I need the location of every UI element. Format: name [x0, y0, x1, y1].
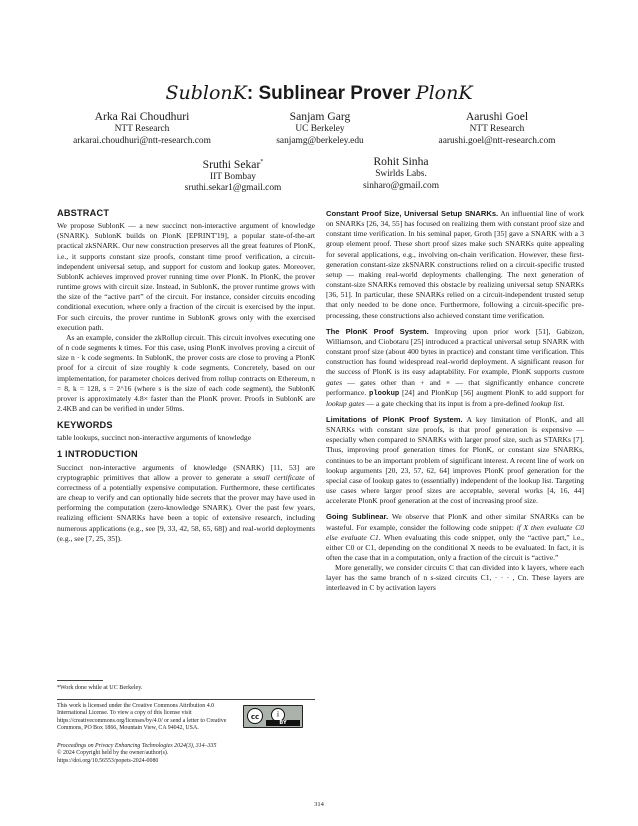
author-affiliation: UC Berkeley	[295, 124, 345, 134]
author-block	[153, 155, 313, 195]
abstract-paragraph: We propose SublonK — a new succinct non-interactive argument of knowledge (SNARK). SublonK builds on PlonK [EPRINT'19], a popular state-of-the-art practical zkSNARK. Our new construction preserves all the great features of PlonK, i.e., it supports constant size proofs, constant time proof verification, a circuit-independent universal setup, and support for custom and lookup gates. Moreover, SublonK achieves improved prover running time over PlonK. In PlonK, the prover runtime grows with circuit size. Instead, in SublonK, the prover runtime grows with the size of the “active part” of the circuit. For instance, consider circuits encoding conditional execution, where only a fraction of the circuit is exercised by the input. For such circuits, the prover runtime in SublonK grows only with the exercised execution path.	[57, 221, 315, 332]
author-block	[57, 110, 227, 147]
author-affiliation: IIT Bombay	[210, 171, 256, 182]
paragraph-going-sublinear: Going Sublinear. We observe that PlonK and other similar SNARKs can be wasteful. For example, consider the following code snippet: if X then evaluate C0 else evaluate C1. When evaluating this code snippet, only the “active part,” i.e., either C0 or C1, depending on the conditional X needs to be evaluated. In fact, it is often the case that in a computation, only a fraction of the circuit is “active.”	[326, 512, 585, 562]
abstract-paragraph: As an example, consider the zkRollup circuit. This circuit involves executing one of n code segments k times. For this case, using PlonK involves proving a circuit of size n · k code segments. In SublonK, the prover costs are close to proving a PlonK proof for a circuit of size roughly k code segments. Concretely, based on our implementation, for parameter choices derived from rollup contracts on Ethereum, n = 8, k = 128, s = 2^16 (where s is the size of each code segment), the SublonK prover is approximately 4.8× faster than the PlonK prover. Proofs in SublonK are 2.4KB and can be verified in under 50ms.	[57, 332, 315, 413]
author-block	[321, 155, 481, 192]
introduction-heading: 1 INTRODUCTION	[57, 449, 138, 460]
author-block	[407, 110, 587, 147]
paragraph-limitations: Limitations of PlonK Proof System. A key limitation of PlonK, and all SNARKs with constant size proofs, is that proof generation is expensive — especially when compared to SNARKs with larger proof size, such as STARKs [7]. Thus, improving proof generation times for PlonK, or constant size SNARKs, continues to be an important problem of significant interest. A recent line of work on lookup arguments [20, 23, 57, 62, 64] improves PlonK proof generation for the special case of lookup gates to (essentially) independent of the lookup list. Targeting use cases where larger proof sizes are acceptable, several works [4, 16, 44] accelerate PlonK proof generation at the cost of increasing proof size.	[326, 414, 584, 506]
title-system-name: SublonK	[165, 82, 247, 104]
author-email[interactable]: aarushi.goel@ntt-research.com	[438, 135, 556, 146]
author-affiliation: NTT Research	[114, 124, 170, 134]
author-email[interactable]: arkarai.choudhuri@ntt-research.com	[73, 135, 211, 146]
license-rule	[57, 699, 315, 700]
left-column	[57, 208, 315, 544]
cc-by-badge[interactable]	[243, 705, 303, 728]
proceedings: Proceedings on Privacy Enhancing Technologies 2024(3), 314–335	[57, 743, 217, 749]
intro-paragraph: Succinct non-interactive arguments of knowledge (SNARK) [11, 53] are cryptographic primitives that allow a prover to generate a small certificate of correctness of a potentially expensive computation. Furthermore, these certificates are cheap to verify and can optionally hide secrets that the prover may have used in performing the computation (zero-knowledge SNARK). Over the past few years, realizing efficient SNARKs have been a topic of extensive research, including numerous applications (e.g., see [9, 33, 42, 58, 65, 68]) and real-world deployments (e.g., see [7, 25, 35]).	[57, 462, 315, 543]
cc-icon: cc	[247, 708, 263, 724]
keywords-text: table lookups, succinct non-interactive arguments of knowledge	[57, 433, 252, 443]
author-footnote: *Work done while at UC Berkeley.	[57, 685, 143, 691]
paragraph-plonk-system: The PlonK Proof System. Improving upon prior work [51], Gabizon, Williamson, and Ciobotaru [25] introduced a practical universal setup SNARK with constant proof size (about 400 bytes in practice) and constant time verification. This construction has found widespread real-world deployment. A significant reason for the success of PlonK is its easy adaptability. For example, PlonK supports custom gates — gates other than + and × — that significantly enhance concrete performance. plookup [24] and PlonKup [56] augment PlonK to add support for lookup gates — a gate checking that its input is from a pre-defined lookup list.	[326, 326, 584, 408]
author-email[interactable]: sanjamg@berkeley.edu	[276, 135, 364, 146]
author-affiliation: NTT Research	[469, 124, 525, 134]
title-middle: : Sublinear Prover	[246, 83, 416, 104]
by-label: BY	[266, 720, 300, 726]
keywords-heading: KEYWORDS	[57, 420, 113, 431]
author-name: Arka Rai Choudhuri	[94, 110, 190, 123]
author-name: Aarushi Goel	[465, 110, 529, 123]
abstract-heading: ABSTRACT	[57, 208, 110, 218]
license-text: This work is licensed under the Creative Commons Attribution 4.0 International License. To view a copy of this license visit https://creativecommons.org/licenses/by/4.0/ or send a letter to Creative Commons, PO Box 1866, Mountain View, CA 94042, USA.	[57, 703, 227, 731]
paragraph-constant-proof: Constant Proof Size, Universal Setup SNARKs. An influential line of work on SNARKs [26, 34, 55] has focused on realizing them with constant proof size and constant time verification. In his seminal paper, Groth [35] gave a SNARK with a 3 group element proof. These short proof sizes make such SNARKs quite appealing for several applications, e.g., involving on-chain verification. However, these first-generation constant-size zkSNARK constructions relied on a circuit-specific trusted setup — making real-world deployments challenging. The next generation of constant-size SNARKs removed this obstacle by realizing universal setup SNARKs [36, 51]. In particular, these SNARKs relied on a circuit-independent trusted setup that only needed to be done once. Furthermore, following a circuit-specific pre-processing, these constructions also achieved constant time verification.	[326, 209, 584, 320]
doi-link[interactable]: https://doi.org/10.56553/popets-2024-0080	[57, 757, 159, 764]
footnote-rule	[57, 680, 103, 681]
copyright: © 2024 Copyright held by the owner/author(s).	[57, 750, 169, 757]
publication-info	[57, 743, 315, 765]
author-affiliation: Swirlds Labs.	[375, 169, 427, 179]
author-name: Sanjam Garg	[289, 110, 351, 123]
paper-title	[0, 82, 638, 105]
author-footnote-mark: *	[260, 159, 264, 165]
person-icon: i	[271, 708, 285, 722]
paragraph-circuits: More generally, we consider circuits C that can divided into k layers, where each layer has the same branch of n s-sized circuits C1, · · · , Cn. These layers are interleaved in C by activation layers	[326, 563, 584, 593]
title-plonk: PlonK	[415, 82, 473, 104]
author-name: Sruthi Sekar	[202, 157, 261, 171]
author-block	[235, 110, 405, 147]
author-name: Rohit Sinha	[373, 155, 429, 168]
right-column	[326, 209, 584, 594]
page-number: 314	[314, 801, 324, 808]
author-email[interactable]: sruthi.sekar1@gmail.com	[184, 183, 282, 194]
author-email[interactable]: sinharo@gmail.com	[362, 180, 440, 191]
